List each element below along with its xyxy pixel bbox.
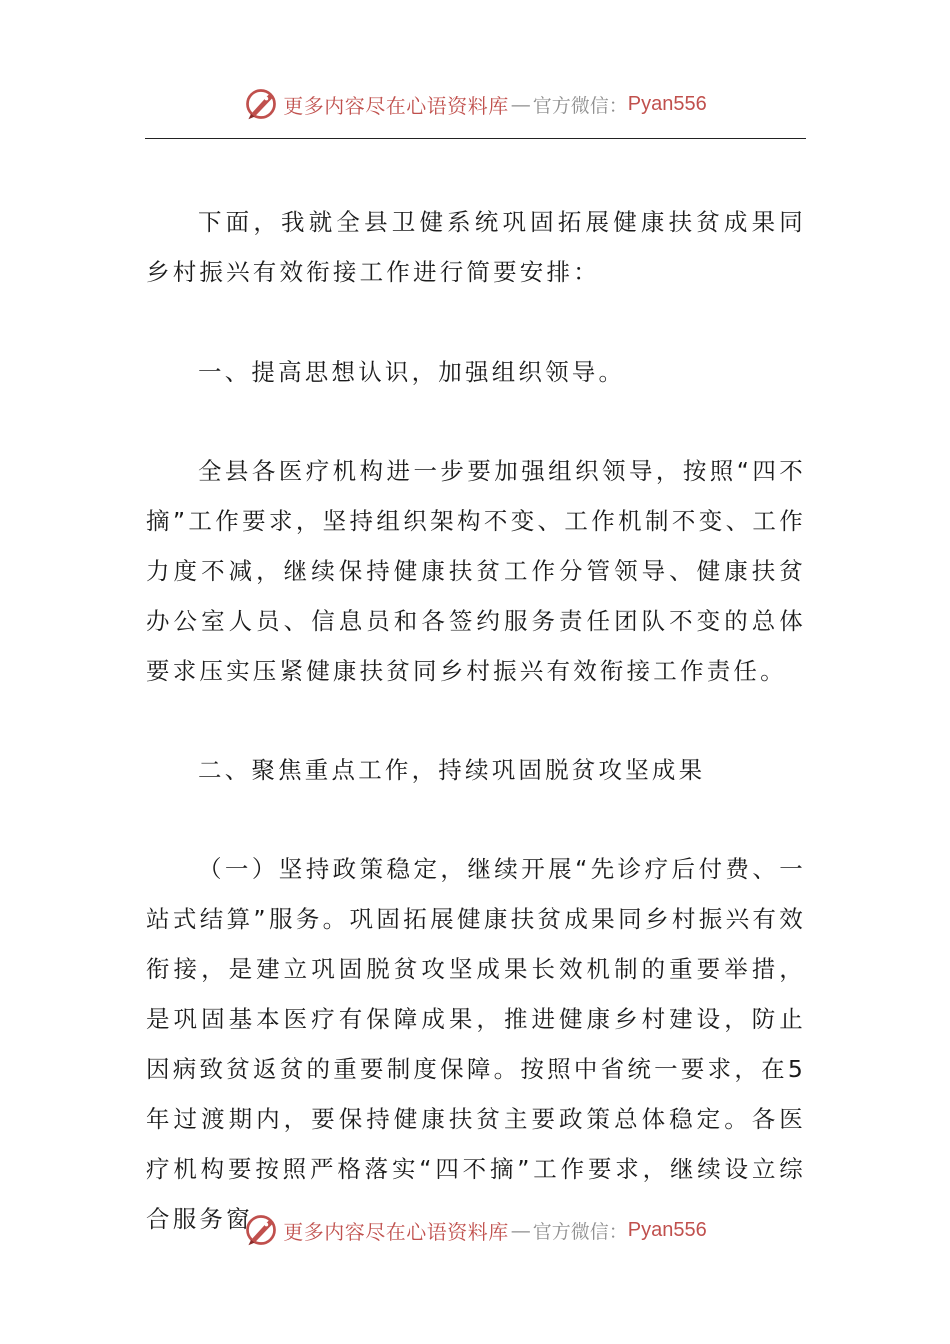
pen-nib-logo-icon [243,86,279,122]
section-heading-2: 二、聚焦重点工作，持续巩固脱贫攻坚成果 [198,756,706,784]
pen-nib-logo-icon [243,1212,279,1248]
header-divider [145,138,806,139]
footer-watermark [0,1208,950,1252]
section-heading-1: 一、提高思想认识，加强组织领导。 [198,358,626,386]
header-watermark [0,82,950,126]
footer-brand-text: 更多内容尽在心语资料库 [283,1219,509,1244]
subsection-1-paragraph: （一）坚持政策稳定，继续开展“先诊疗后付费、一站式结算”服务。巩固拓展健康扶贫成果同乡村振兴有效衔接，是建立巩固脱贫攻坚成果长效机制的重要举措，是巩固基本医疗有保障成果，推进健康乡村建设，防止因病致贫返贫的重要制度保障。按照中省统一要求，在5年过渡期内，要保持健康扶贫主要政策总体稳定。各医疗机构要按照严格落实“四不摘”工作要求，继续设立综合服务窗 [146,855,806,1233]
footer-contact-label: 官方微信： [532,1220,628,1243]
intro-paragraph: 下面，我就全县卫健系统巩固拓展健康扶贫成果同乡村振兴有效衔接工作进行简要安排： [146,208,806,286]
section-1-paragraph: 全县各医疗机构进一步要加强组织领导，按照“四不摘”工作要求，坚持组织架构不变、工作机制不变、工作力度不减，继续保持健康扶贫工作分管领导、健康扶贫办公室人员、信息员和各签约服务责任团队不变的总体要求压实压紧健康扶贫同乡村振兴有效衔接工作责任。 [146,457,806,685]
header-wechat-id: Pyan556 [627,92,707,115]
header-dash: — [510,92,531,116]
footer-wechat-id: Pyan556 [627,1218,707,1241]
header-contact-label: 官方微信： [532,94,628,117]
header-brand-text: 更多内容尽在心语资料库 [283,93,509,118]
footer-dash: — [510,1218,531,1242]
